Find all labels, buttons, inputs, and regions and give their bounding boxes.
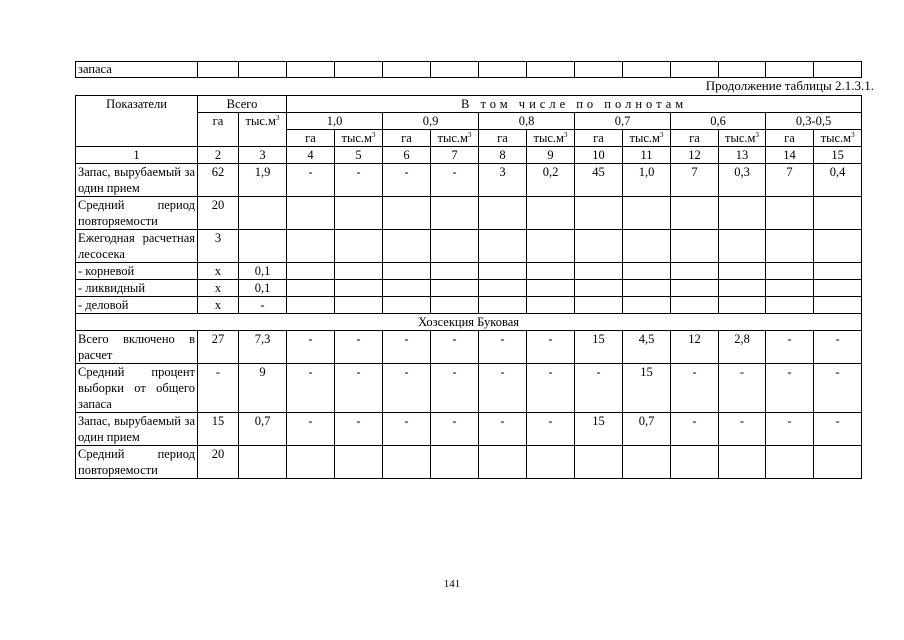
- header-unit-ha: га: [671, 130, 719, 147]
- table-cell: х: [198, 297, 239, 314]
- table-continuation-caption: Продолжение таблицы 2.1.3.1.: [705, 78, 874, 93]
- table-cell: [575, 263, 623, 280]
- table-cell: 45: [575, 164, 623, 197]
- table-cell: [623, 297, 671, 314]
- table-cell: [287, 230, 335, 263]
- table-cell: [719, 197, 766, 230]
- column-number: 6: [383, 147, 431, 164]
- table-cell: [575, 297, 623, 314]
- table-row: [76, 263, 862, 280]
- table-cell: 4,5: [623, 331, 671, 364]
- table-cell: [335, 297, 383, 314]
- table-cell: -: [287, 164, 335, 197]
- table-cell: [814, 297, 862, 314]
- header-unit-volume: $тыс.м^3$: [335, 130, 383, 147]
- header-total-volume: $тыс.м^3$: [239, 113, 287, 147]
- table-cell: [527, 197, 575, 230]
- table-cell: 0,4: [814, 164, 862, 197]
- table-cell: -: [479, 413, 527, 446]
- table-cell: [719, 446, 766, 479]
- table-cell: -: [814, 364, 862, 413]
- table-cell: -: [287, 331, 335, 364]
- table-cell: -: [431, 331, 479, 364]
- header-unit-volume: $тыс.м^3$: [431, 130, 479, 147]
- table-cell: х: [198, 280, 239, 297]
- column-number: 15: [814, 147, 862, 164]
- table-cell: -: [479, 364, 527, 413]
- felling-table: [75, 95, 862, 479]
- table-cell: 15: [575, 413, 623, 446]
- table-cell: -: [383, 164, 431, 197]
- column-number: 11: [623, 147, 671, 164]
- row-label: Запас, вырубаемый за один прием: [76, 413, 198, 446]
- table-cell: 15: [623, 364, 671, 413]
- table-cell: 0,1: [239, 280, 287, 297]
- header-unit-ha: га: [287, 130, 335, 147]
- table-cell: [671, 446, 719, 479]
- table-cell: -: [671, 413, 719, 446]
- table-cell: [527, 297, 575, 314]
- header-unit-volume: $тыс.м^3$: [719, 130, 766, 147]
- table-cell: [575, 280, 623, 297]
- table-cell: -: [431, 164, 479, 197]
- table-cell: [383, 197, 431, 230]
- table-cell: [814, 280, 862, 297]
- table-cell: -: [719, 413, 766, 446]
- header-unit-ha: га: [766, 130, 814, 147]
- table-cell: [719, 297, 766, 314]
- column-number: 13: [719, 147, 766, 164]
- header-total-ha: га: [198, 113, 239, 147]
- table-cell: 2,8: [719, 331, 766, 364]
- fragment-label: запаса: [76, 62, 198, 78]
- table-cell: -: [479, 331, 527, 364]
- table-cell: [814, 446, 862, 479]
- table-cell: 3: [479, 164, 527, 197]
- table-cell: [383, 230, 431, 263]
- row-label: Средний процент выборки от общего запаса: [76, 364, 198, 413]
- row-label: Запас, вырубаемый за один прием: [76, 164, 198, 197]
- table-cell: [814, 263, 862, 280]
- table-cell: [671, 197, 719, 230]
- table-cell: -: [766, 413, 814, 446]
- table-cell: 20: [198, 197, 239, 230]
- table-cell: [287, 197, 335, 230]
- header-total: Всего: [198, 96, 287, 113]
- table-cell: -: [287, 364, 335, 413]
- table-cell: [814, 197, 862, 230]
- table-cell: [766, 197, 814, 230]
- table-cell: -: [335, 413, 383, 446]
- table-cell: [719, 230, 766, 263]
- table-cell: [766, 230, 814, 263]
- header-density: 1,0: [287, 113, 383, 130]
- table-cell: -: [527, 364, 575, 413]
- table-cell: 12: [671, 331, 719, 364]
- column-number: 5: [335, 147, 383, 164]
- table-cell: 0,7: [623, 413, 671, 446]
- row-label: Ежегодная расчетная лесосека: [76, 230, 198, 263]
- table-cell: [479, 446, 527, 479]
- table-row: [76, 230, 862, 263]
- column-number: 12: [671, 147, 719, 164]
- table-cell: -: [527, 331, 575, 364]
- table-cell: [766, 263, 814, 280]
- table-row: [76, 446, 862, 479]
- table-cell: 0,2: [527, 164, 575, 197]
- table-cell: [766, 280, 814, 297]
- header-density: 0,7: [575, 113, 671, 130]
- table-cell: -: [575, 364, 623, 413]
- table-cell: [431, 446, 479, 479]
- table-cell: 0,3: [719, 164, 766, 197]
- table-cell: [383, 280, 431, 297]
- table-cell: [431, 280, 479, 297]
- table-cell: [479, 230, 527, 263]
- table-cell: 7: [766, 164, 814, 197]
- table-cell: 7,3: [239, 331, 287, 364]
- table-cell: [239, 446, 287, 479]
- header-unit-volume: $тыс.м^3$: [623, 130, 671, 147]
- table-cell: -: [335, 164, 383, 197]
- header-unit-volume: $тыс.м^3$: [814, 130, 862, 147]
- table-cell: 62: [198, 164, 239, 197]
- header-density: 0,6: [671, 113, 766, 130]
- table-cell: -: [766, 364, 814, 413]
- table-row: [76, 297, 862, 314]
- header-including-by-density: В том числе по полнотам: [287, 96, 862, 113]
- page-number: 141: [443, 578, 461, 590]
- row-label: Средний период повторяемости: [76, 446, 198, 479]
- table-cell: [527, 263, 575, 280]
- table-cell: [623, 263, 671, 280]
- table-cell: [719, 280, 766, 297]
- column-number: 8: [479, 147, 527, 164]
- table-cell: 1,0: [623, 164, 671, 197]
- table-cell: [671, 280, 719, 297]
- table-cell: -: [814, 331, 862, 364]
- table-row: [76, 331, 862, 364]
- header-density: 0,9: [383, 113, 479, 130]
- table-cell: [383, 297, 431, 314]
- row-label: - деловой: [76, 297, 198, 314]
- column-number: 14: [766, 147, 814, 164]
- table-cell: [623, 230, 671, 263]
- table-cell: [239, 230, 287, 263]
- table-cell: [671, 263, 719, 280]
- table-row: [76, 364, 862, 413]
- header-indicators: Показатели: [76, 96, 198, 147]
- table-cell: 1,9: [239, 164, 287, 197]
- table-cell: [431, 297, 479, 314]
- table-cell: [814, 230, 862, 263]
- table-cell: 15: [198, 413, 239, 446]
- table-cell: [431, 230, 479, 263]
- header-unit-volume: $тыс.м^3$: [527, 130, 575, 147]
- table-cell: -: [766, 331, 814, 364]
- table-cell: [575, 230, 623, 263]
- table-cell: -: [527, 413, 575, 446]
- table-cell: [719, 263, 766, 280]
- column-number: 4: [287, 147, 335, 164]
- table-cell: [479, 280, 527, 297]
- table-cell: [575, 197, 623, 230]
- table-cell: х: [198, 263, 239, 280]
- table-cell: -: [335, 331, 383, 364]
- table-row: [76, 413, 862, 446]
- table-cell: [239, 197, 287, 230]
- table-row: [76, 280, 862, 297]
- table-cell: 0,1: [239, 263, 287, 280]
- table-cell: -: [431, 364, 479, 413]
- column-number: 7: [431, 147, 479, 164]
- table-cell: [335, 230, 383, 263]
- column-number: 9: [527, 147, 575, 164]
- table-cell: -: [814, 413, 862, 446]
- table-cell: [575, 446, 623, 479]
- row-label: - ликвидный: [76, 280, 198, 297]
- table-cell: [287, 297, 335, 314]
- table-cell: [527, 446, 575, 479]
- section-title: Хозсекция Буковая: [76, 314, 862, 331]
- table-cell: -: [335, 364, 383, 413]
- table-cell: -: [431, 413, 479, 446]
- table-cell: [335, 197, 383, 230]
- table-cell: [766, 446, 814, 479]
- table-cell: [287, 263, 335, 280]
- table-cell: 3: [198, 230, 239, 263]
- table-cell: [479, 263, 527, 280]
- table-cell: [287, 446, 335, 479]
- row-label: - корневой: [76, 263, 198, 280]
- table-cell: [623, 197, 671, 230]
- table-row: [76, 197, 862, 230]
- column-number: 10: [575, 147, 623, 164]
- column-number: 3: [239, 147, 287, 164]
- table-cell: 15: [575, 331, 623, 364]
- table-cell: [527, 230, 575, 263]
- table-cell: [335, 263, 383, 280]
- table-cell: 27: [198, 331, 239, 364]
- table-cell: [431, 263, 479, 280]
- table-cell: [383, 446, 431, 479]
- header-density: 0,3-0,5: [766, 113, 862, 130]
- table-cell: [671, 230, 719, 263]
- table-cell: -: [719, 364, 766, 413]
- table-cell: [623, 446, 671, 479]
- table-cell: [479, 297, 527, 314]
- table-cell: -: [287, 413, 335, 446]
- table-cell: -: [239, 297, 287, 314]
- table-cell: [479, 197, 527, 230]
- table-cell: [383, 263, 431, 280]
- table-cell: [335, 446, 383, 479]
- header-unit-ha: га: [479, 130, 527, 147]
- header-unit-ha: га: [575, 130, 623, 147]
- row-label: Всего включено в расчет: [76, 331, 198, 364]
- row-label: Средний период повторяемости: [76, 197, 198, 230]
- table-cell: -: [383, 364, 431, 413]
- table-cell: -: [383, 413, 431, 446]
- table-row: [76, 164, 862, 197]
- table-cell: [527, 280, 575, 297]
- previous-table-fragment: [75, 61, 862, 78]
- column-number: 1: [76, 147, 198, 164]
- table-cell: -: [383, 331, 431, 364]
- table-cell: 0,7: [239, 413, 287, 446]
- column-number: 2: [198, 147, 239, 164]
- table-cell: [671, 297, 719, 314]
- table-cell: [623, 280, 671, 297]
- table-cell: -: [671, 364, 719, 413]
- table-cell: 7: [671, 164, 719, 197]
- table-cell: -: [198, 364, 239, 413]
- header-unit-ha: га: [383, 130, 431, 147]
- table-cell: [431, 197, 479, 230]
- table-cell: [766, 297, 814, 314]
- table-cell: 9: [239, 364, 287, 413]
- header-density: 0,8: [479, 113, 575, 130]
- table-cell: [287, 280, 335, 297]
- table-cell: [335, 280, 383, 297]
- table-cell: 20: [198, 446, 239, 479]
